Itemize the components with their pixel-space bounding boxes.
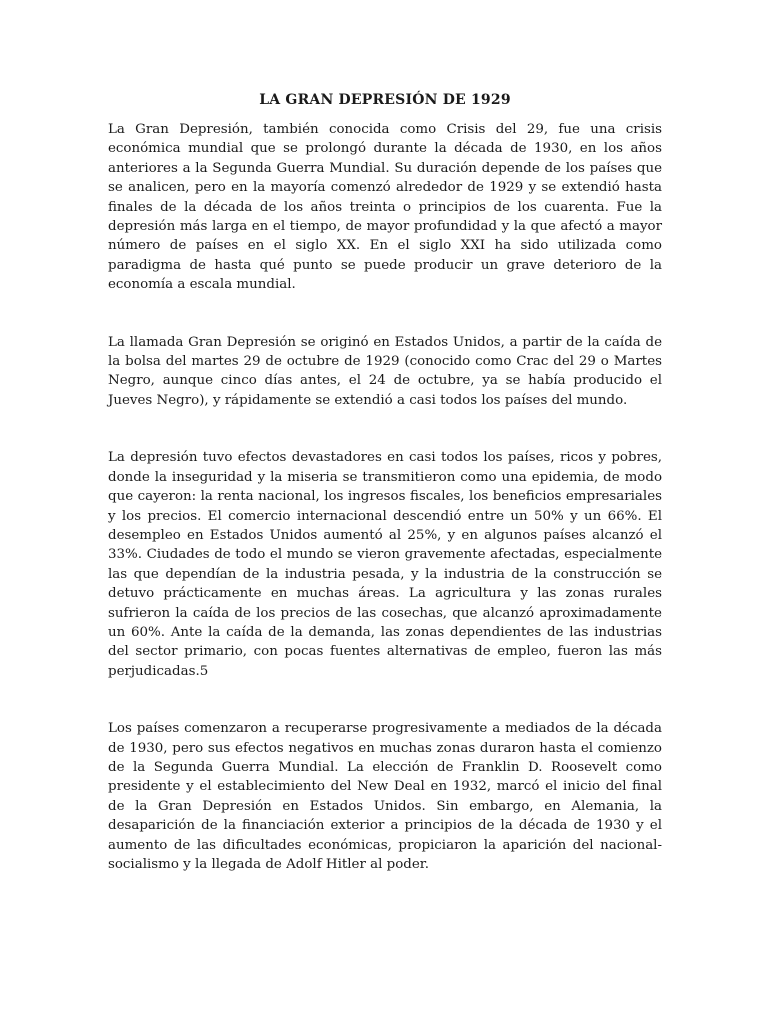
document-page — [108, 90, 662, 874]
document-title: LA GRAN DEPRESIÓN DE 1929 — [259, 92, 511, 108]
paragraph-4: Los países comenzaron a recuperarse progresivamente a mediados de la década de 1930, pero sus efectos negativos en muchas zonas duraron hasta el comienzo de la Segunda Guerra Mundial. La elección de Franklin D. Roosevelt como presidente y el establecimiento del New Deal en 1932, marcó el inicio del final de la Gran Depresión en Estados Unidos. Sin embargo, en Alemania, la desaparición de la financiación exterior a principios de la década de 1930 y el aumento de las dificultades económicas, propiciaron la aparición del nacional-socialismo y la llegada de Adolf Hitler al poder. — [108, 721, 662, 872]
paragraph-3: La depresión tuvo efectos devastadores en casi todos los países, ricos y pobres, donde la inseguridad y la miseria se transmitieron como una epidemia, de modo que cayeron: la renta nacional, los ingresos fiscales, los beneficios empresariales y los precios. El comercio internacional descendió entre un 50% y un 66%. El desempleo en Estados Unidos aumentó al 25%, y en algunos países alcanzó el 33%. Ciudades de todo el mundo se vieron gravemente afectadas, especialmente las que dependían de la industria pesada, y la industria de la construcción se detuvo prácticamente en muchas áreas. La agricultura y las zonas rurales sufrieron la caída de los precios de las cosechas, que alcanzó aproximadamente un 60%. Ante la caída de la demanda, las zonas dependientes de las industrias del sector primario, con pocas fuentes alternativas de empleo, fueron las más perjudicadas.5 — [108, 450, 662, 679]
paragraph-2: La llamada Gran Depresión se originó en Estados Unidos, a partir de la caída de la bolsa del martes 29 de octubre de 1929 (conocido como Crac del 29 o Martes Negro, aunque cinco días antes, el 24 de octubre, ya se había producido el Jueves Negro), y rápidamente se extendió a casi todos los países del mundo. — [108, 334, 662, 408]
paragraph-1: La Gran Depresión, también conocida como Crisis del 29, fue una crisis económica mundial que se prolongó durante la década de 1930, en los años anteriores a la Segunda Guerra Mundial. Su duración depende de los países que se analicen, pero en la mayoría comenzó alrededor de 1929 y se extendió hasta finales de la década de los años treinta o principios de los cuarenta. Fue la depresión más larga en el tiempo, de mayor profundidad y la que afectó a mayor número de países en el siglo XX. En el siglo XXI ha sido utilizada como paradigma de hasta qué punto se puede producir un grave deterioro de la economía a escala mundial. — [108, 122, 662, 293]
